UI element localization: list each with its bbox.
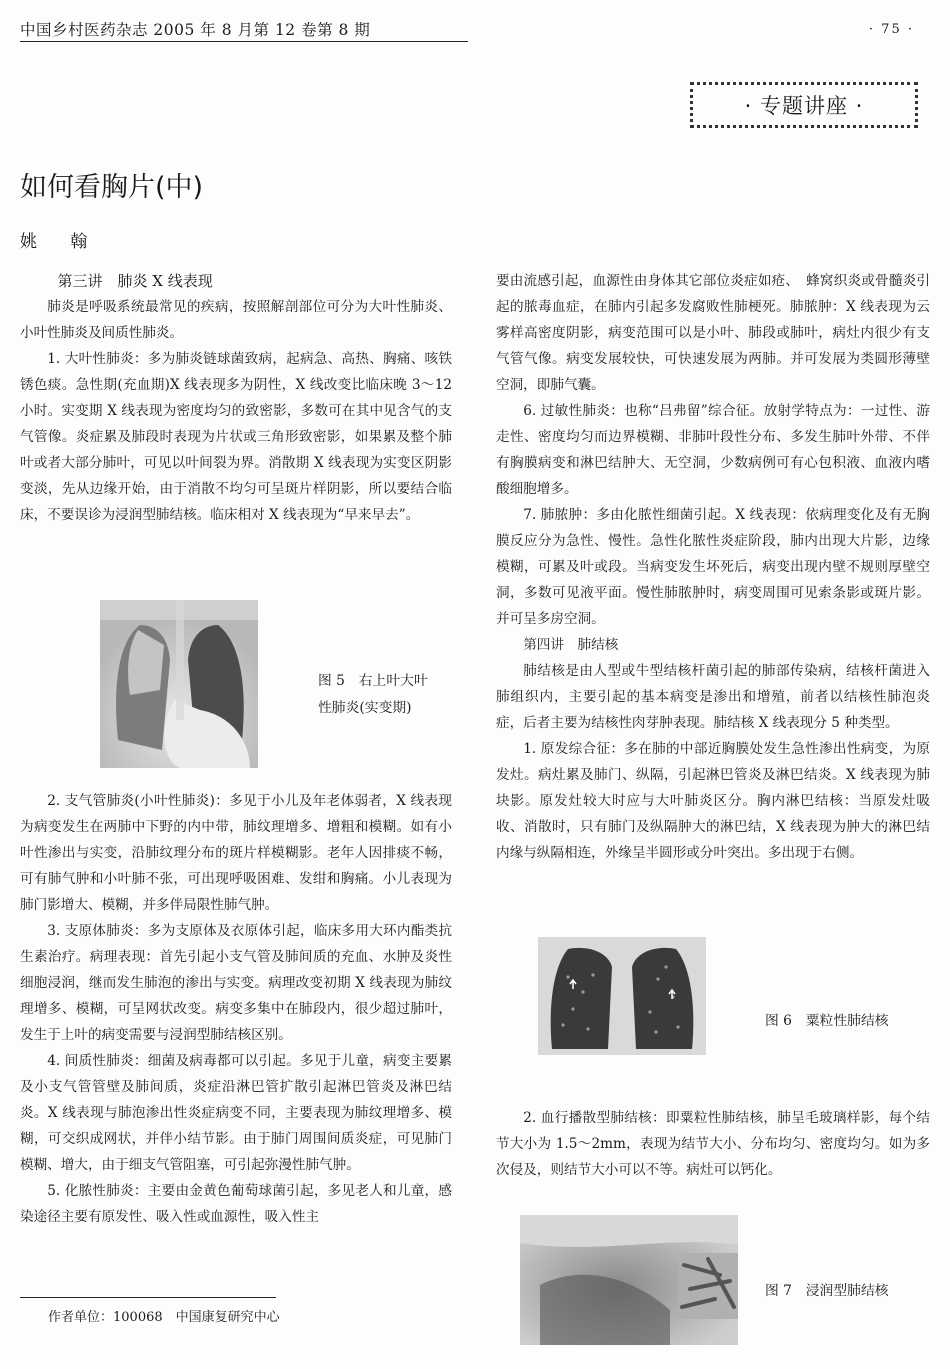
body-paragraph: 4. 间质性肺炎：细菌及病毒都可以引起。多见于儿童，病变主要累及小支气管管壁及肺间质，炎症沿淋巴管扩散引起淋巴管炎及淋巴结炎。X 线表现与肺泡渗出性炎症病变不同，主要表现为肺纹理增多、模糊，可交织成网状，并伴小结节影。由于肺门周围间质炎症，可见肺门模糊、增大，由于细支气管阻塞，可引起弥漫性肺气肿。: [20, 1053, 452, 1173]
header-rule: [20, 41, 468, 42]
body-paragraph: 2. 支气管肺炎(小叶性肺炎)：多见于小儿及年老体弱者，X 线表现为病变发生在两肺中下野的内中带，肺纹理增多、增粗和模糊。如有小叶性渗出与实变，沿肺纹理分布的斑片样模糊影。老年人因排痰不畅，可有肺气肿和小叶肺不张，可出现呼吸困难、发绀和胸痛。小儿表现为肺门影增大、模糊，并多伴局限性肺气肿。: [20, 793, 452, 913]
body-paragraph: 肺结核是由人型或牛型结核杆菌引起的肺部传染病，结核杆菌进入肺组织内，主要引起的基本病变是渗出和增殖，前者以结核性肺泡炎症，后者主要为结核性肉芽肿表现。肺结核 X 线表现分 5 种类型。: [496, 663, 930, 731]
left-column-bottom: [20, 788, 452, 1230]
body-paragraph: 肺炎是呼吸系统最常见的疾病，按照解剖部位可分为大叶性肺炎、小叶性肺炎及间质性肺炎。: [20, 299, 452, 341]
section-heading: 第四讲 肺结核: [523, 637, 619, 653]
article-author: 姚 翰: [20, 232, 102, 252]
figure-5-xray-image: [100, 600, 258, 768]
page-number: · 75 ·: [868, 22, 914, 37]
figure-5-caption-line1: 图 5 右上叶大叶: [318, 673, 428, 689]
figure-5-caption: [318, 668, 428, 722]
figure-7-caption: 图 7 浸润型肺结核: [765, 1283, 889, 1299]
body-paragraph: 要由流感引起，血源性由身体其它部位炎症如疮、 蜂窝织炎或骨髓炎引起的脓毒血症，在肺内引起多发腐败性肺梗死。肺脓肿：X 线表现为云雾样高密度阴影，病变范围可以是小叶、肺段或肺叶，病灶内很少有支气管气像。病变发展较快，可快速发展为两肺。并可发展为类圆形薄壁空洞，即肺气囊。: [496, 273, 930, 393]
figure-6-caption: 图 6 粟粒性肺结核: [765, 1013, 889, 1029]
left-column-top: [20, 268, 452, 528]
body-paragraph: 1. 原发综合征：多在肺的中部近胸膜处发生急性渗出性病变，为原发灶。病灶累及肺门、纵隔，引起淋巴管炎及淋巴结炎。X 线表现为肺块影。原发灶较大时应与大叶肺炎区分。胸内淋巴结核：当原发灶吸收、消散时，只有肺门及纵隔肿大的淋巴结，X 线表现为肿大的淋巴结内缘与纵隔相连，外缘呈半圆形或分叶突出。多出现于右侧。: [496, 741, 930, 861]
author-affiliation: 作者单位：100068 中国康复研究中心: [48, 1310, 280, 1325]
figure-5-caption-line2: 性肺炎(实变期): [318, 700, 412, 716]
body-paragraph: 1. 大叶性肺炎：多为肺炎链球菌致病，起病急、高热、胸痛、咳铁锈色痰。急性期(充血期)X 线表现多为阴性，X 线改变比临床晚 3～12 小时。实变期 X 线表现为密度均匀的致密影，多数可在其中见含气的支气管像。炎症累及肺段时表现为片状或三角形致密影，如果累及整个肺叶或者大部分肺叶，可见以叶间裂为界。消散期 X 线表现为实变区阴影变淡，先从边缘开始，由于消散不均匀可呈斑片样阴影，所以要结合临床，不要误诊为浸润型肺结核。临床相对 X 线表现为“早来早去”。: [20, 351, 452, 523]
article-title: 如何看胸片(中): [20, 172, 204, 203]
section-badge: · 专题讲座 ·: [690, 82, 918, 128]
right-column-top: [496, 268, 930, 866]
footnote-rule: [20, 1297, 276, 1298]
body-paragraph: 7. 肺脓肿：多由化脓性细菌引起。X 线表现：依病理变化及有无胸膜反应分为急性、慢性。急性化脓性炎症阶段，肺内出现大片影，边缘模糊，可累及叶或段。当病变发生坏死后，病变出现内壁不规则厚壁空洞，多数可见液平面。慢性肺脓肿时，病变周围可见索条影或斑片影。并可呈多房空洞。: [496, 507, 930, 627]
body-paragraph: 3. 支原体肺炎：多为支原体及衣原体引起，临床多用大环内酯类抗生素治疗。病理表现：首先引起小支气管及肺间质的充血、水肿及炎性细胞浸润，继而发生肺泡的渗出与实变。病理改变初期 X 线表现为肺纹理增多、模糊，可呈网状改变。病变多集中在肺段内，很少超过肺叶，发生于上叶的病变需要与浸润型肺结核区别。: [20, 923, 452, 1043]
body-paragraph: 5. 化脓性肺炎：主要由金黄色葡萄球菌引起，多见老人和儿童，感染途径主要有原发性、吸入性或血源性，吸入性主: [20, 1183, 452, 1225]
section-heading: 第三讲 肺炎 X 线表现: [57, 272, 213, 290]
figure-6-xray-image: [538, 937, 706, 1055]
body-paragraph: 2. 血行播散型肺结核：即粟粒性肺结核，肺呈毛玻璃样影，每个结节大小为 1.5～2mm，表现为结节大小、分布均匀、密度均匀。如为多次侵及，则结节大小可以不等。病灶可以钙化。: [496, 1110, 930, 1178]
right-column-middle: [496, 1105, 930, 1183]
body-paragraph: 6. 过敏性肺炎：也称“吕弗留”综合征。放射学特点为：一过性、游走性、密度均匀而边界模糊、非肺叶段性分布、多发生肺叶外带、不伴有胸膜病变和淋巴结肿大、无空洞，少数病例可有心包积液、血液内嗜酸细胞增多。: [496, 403, 930, 497]
journal-header: 中国乡村医药杂志 2005 年 8 月第 12 卷第 8 期: [20, 21, 371, 39]
figure-7-xray-image: [520, 1215, 738, 1345]
